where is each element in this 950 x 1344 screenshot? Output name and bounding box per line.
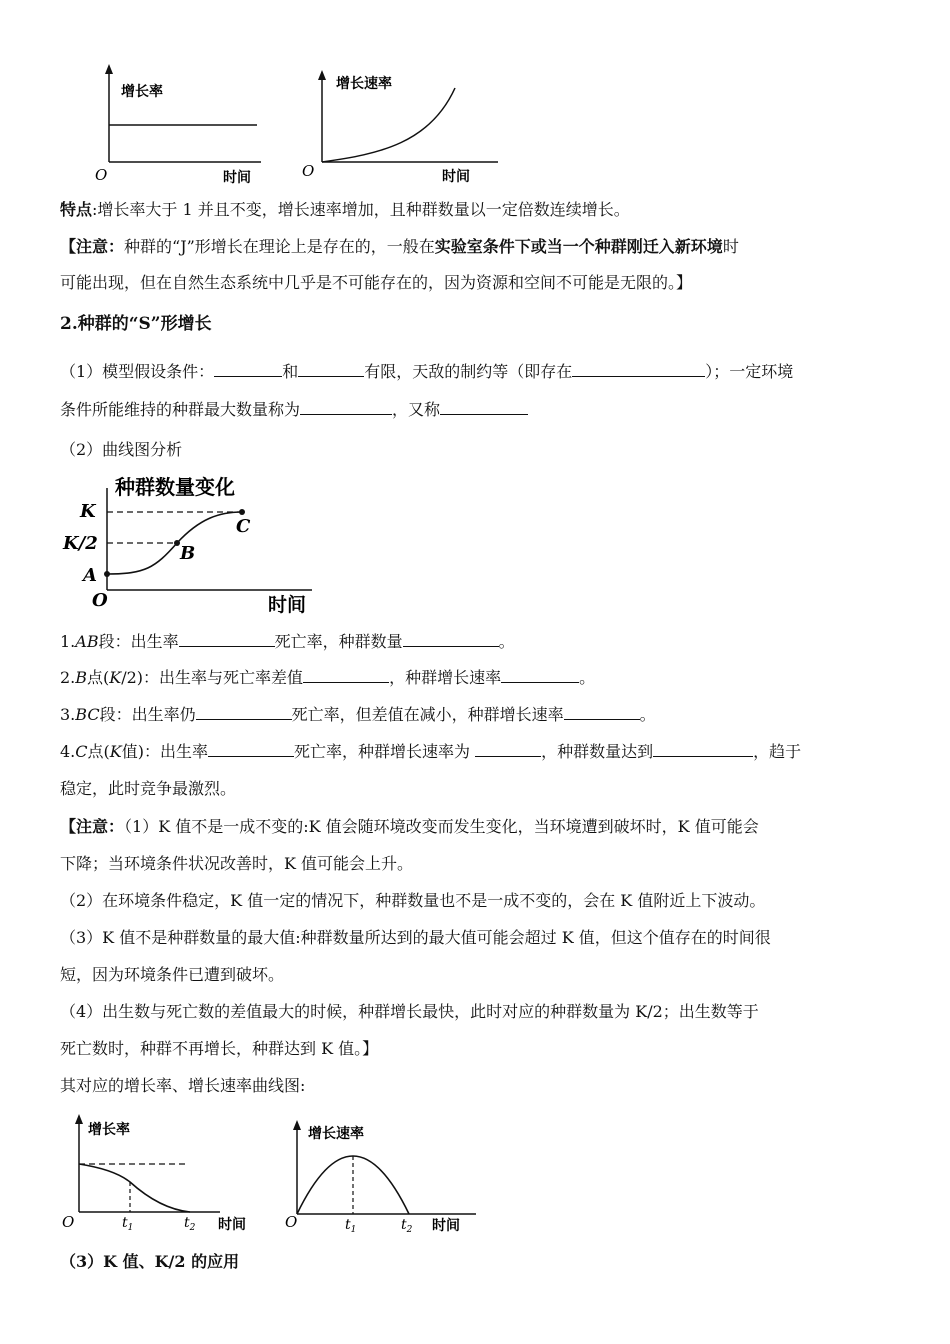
blank[interactable] — [214, 361, 282, 377]
svg-text:A: A — [83, 565, 97, 586]
y-axis-label: 增长速率 — [336, 76, 392, 92]
svg-text:K: K — [80, 501, 96, 522]
blank[interactable] — [564, 704, 640, 720]
note2-p3b: 短，因为环境条件已遭到破坏。 — [60, 965, 285, 984]
blank[interactable] — [572, 361, 705, 377]
note2-p4b: 死亡数时，种群不再增长，种群达到 K 值。】 — [60, 1039, 379, 1058]
blank[interactable] — [403, 631, 499, 647]
note1-line1: 【注意：种群的“J”形增长在理论上是存在的，一般在实验室条件下或当一个种群刚迁入新环境时 — [60, 237, 739, 256]
svg-text:O: O — [62, 1213, 75, 1231]
blank[interactable] — [440, 399, 528, 415]
section-title: 2.种群的“S”形增长 — [60, 314, 212, 334]
item1-line2: 条件所能维持的种群最大数量称为 ，又称 — [60, 399, 528, 421]
j-growth-rate-graph — [95, 62, 265, 184]
q1-line: 1.AB段：出生率 死亡率，种群数量 。 — [60, 632, 515, 651]
blank[interactable] — [208, 741, 294, 757]
y-axis-label: 增长速率 — [308, 1126, 364, 1142]
blank[interactable] — [300, 399, 392, 415]
point-a — [104, 571, 110, 577]
x-axis-label: 时间 — [442, 169, 470, 184]
svg-text:K/2: K/2 — [63, 533, 98, 554]
blank[interactable] — [653, 741, 753, 757]
y-axis-label: 增长率 — [88, 1122, 130, 1138]
svg-text:t1: $t_1$ — [345, 1217, 357, 1235]
blank[interactable] — [303, 667, 389, 683]
note1-line2: 可能出现，但在自然生态系统中几乎是不可能存在的，因为资源和空间不可能是无限的。】 — [60, 273, 693, 292]
point-c — [239, 509, 245, 515]
x-axis-label: 时间 — [432, 1218, 460, 1234]
blank[interactable] — [475, 741, 541, 757]
j-growth-speed-graph — [300, 68, 505, 184]
svg-text:t2: $t_2$ — [184, 1215, 196, 1233]
feature-line — [60, 199, 630, 221]
note2-p4a: （4）出生数与死亡数的差值最大的时候，种群增长最快，此时对应的种群数量为 K/2；出生数等于 — [60, 1002, 759, 1021]
blank[interactable] — [196, 704, 292, 720]
s-curve-graph — [60, 468, 330, 616]
item1-line1: （1）模型假设条件： 和 有限，天敌的制约等（即存在 ）；一定环境 — [60, 362, 794, 381]
x-axis-label: 时间 — [218, 1217, 246, 1233]
q3-line: 3.BC段：出生率仍 死亡率，但差值在减小，种群增长速率 。 — [60, 705, 656, 724]
note-label: 【注意： — [60, 817, 125, 836]
svg-text:O: O — [285, 1213, 298, 1231]
blank[interactable] — [298, 361, 364, 377]
item3-heading: （3）K 值、K/2 的应用 — [60, 1252, 240, 1271]
q2-line: 2.B点(K/2)：出生率与死亡率差值 ，种群增长速率 。 — [60, 668, 596, 687]
svg-text:B: B — [180, 543, 196, 564]
svg-text:C: C — [236, 516, 251, 537]
origin-label: O — [302, 162, 315, 180]
origin-label: O — [95, 166, 108, 184]
blank[interactable] — [179, 631, 275, 647]
x-axis-label: 时间 — [223, 170, 251, 184]
svg-text:t2: $t_2$ — [401, 1217, 413, 1235]
q4-line1: 4.C点(K值)：出生率 死亡率，种群增长速率为 ，种群数量达到 ，趋于 — [60, 742, 802, 761]
svg-text:t1: $t_1$ — [122, 1215, 134, 1233]
curves-intro: 其对应的增长率、增长速率曲线图: — [60, 1076, 306, 1095]
note-label: 【注意： — [60, 237, 125, 256]
s-growth-speed-graph — [282, 1118, 482, 1238]
note2-p3a: （3）K 值不是种群数量的最大值:种群数量所达到的最大值可能会超过 K 值，但这个值存在的时间很 — [60, 928, 771, 947]
s-growth-rate-graph — [60, 1112, 270, 1238]
item2-heading: （2）曲线图分析 — [60, 440, 183, 459]
note2-p2: （2）在环境条件稳定，K 值一定的情况下，种群数量也不是一成不变的，会在 K 值附近上下波动。 — [60, 891, 766, 910]
note2-p1a: 【注意：（1）K 值不是一成不变的:K 值会随环境改变而发生变化，当环境遭到破坏时，K 值可能会 — [60, 817, 759, 836]
x-axis-label: 时间 — [268, 594, 307, 616]
q4-line2: 稳定，此时竞争最激烈。 — [60, 779, 237, 798]
feature-label: 特点 — [60, 200, 93, 219]
blank[interactable] — [501, 667, 579, 683]
svg-text:O: O — [92, 590, 108, 611]
graph-title: 种群数量变化 — [115, 475, 235, 499]
note2-p1b: 下降；当环境条件状况改善时，K 值可能会上升。 — [60, 854, 414, 873]
feature-text: :增长率大于 1 并且不变，增长速率增加，且种群数量以一定倍数连续增长。 — [92, 200, 630, 219]
y-axis-label: 增长率 — [121, 84, 163, 100]
